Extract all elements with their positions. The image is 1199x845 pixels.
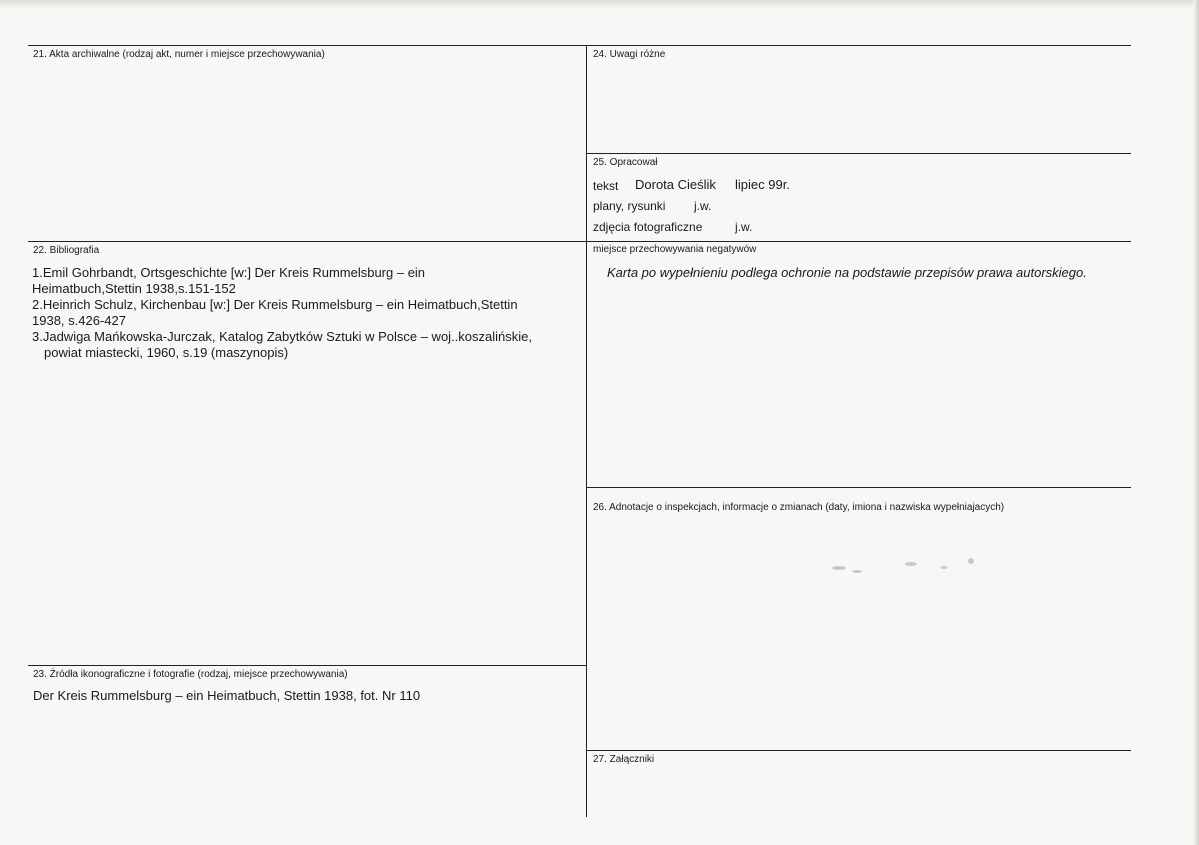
bibliography-line: 1.Emil Gohrbandt, Ortsgeschichte [w:] Der Kreis Rummelsburg – ein [32,265,426,280]
author-date: lipiec 99r. [735,177,790,192]
plany-label: plany, rysunki [593,199,666,213]
scan-speck [968,558,974,564]
center-divider [586,45,587,817]
tekst-label: tekst [593,179,619,193]
scan-speck [852,570,862,573]
scan-speck [832,566,846,570]
zdjecia-value: j.w. [735,220,753,234]
section-25-label: 25. Opracował [593,157,658,168]
iconographic-source-text: Der Kreis Rummelsburg – ein Heimatbuch, Stettin 1938, fot. Nr 110 [33,688,421,703]
zdjecia-label: zdjęcia fotograficzne [593,220,703,234]
section-23-label: 23. Źródła ikonograficzne i fotografie (rodzaj, miejsce przechowywania) [33,669,348,680]
section-22-label: 22. Bibliografia [33,245,100,256]
section-26-label: 26. Adnotacje o inspekcjach, informacje o zmianach (daty, imiona i nazwiska wypełniajacych) [593,502,1005,513]
scan-speck [905,562,917,566]
paper-edge-top [0,0,1199,8]
top-rule [28,45,1131,46]
rule-21-22 [28,241,586,242]
bibliography-line: Heimatbuch,Stettin 1938,s.151-152 [32,281,236,296]
negatywy-label: miejsce przechowywania negatywów [593,244,757,255]
rule-24-25 [587,153,1131,154]
bibliography-list [32,265,584,361]
rule-26-27 [587,750,1131,751]
section-27-label: 27. Załączniki [593,754,655,765]
bibliography-line: 1938, s.426-427 [32,313,126,328]
bibliography-line: 3.Jadwiga Mańkowska-Jurczak, Katalog Zabytków Sztuki w Polsce – woj..koszalińskie, [32,329,532,344]
rule-25-26 [587,487,1131,488]
section-24-label: 24. Uwagi różne [593,49,666,60]
paper-edge-right [1193,0,1199,845]
copyright-notice: Karta po wypełnieniu podlega ochronie na podstawie przepisów prawa autorskiego. [607,265,1087,280]
author-name: Dorota Cieślik [635,177,716,192]
rule-25-inner [587,241,1131,242]
bibliography-line: powiat miastecki, 1960, s.19 (maszynopis) [44,345,289,360]
bibliography-line: 2.Heinrich Schulz, Kirchenbau [w:] Der Kreis Rummelsburg – ein Heimatbuch,Stettin [32,297,518,312]
scan-speck [940,566,948,569]
plany-value: j.w. [694,199,712,213]
section-21-label: 21. Akta archiwalne (rodzaj akt, numer i miejsce przechowywania) [33,49,325,60]
rule-22-23 [28,665,586,666]
